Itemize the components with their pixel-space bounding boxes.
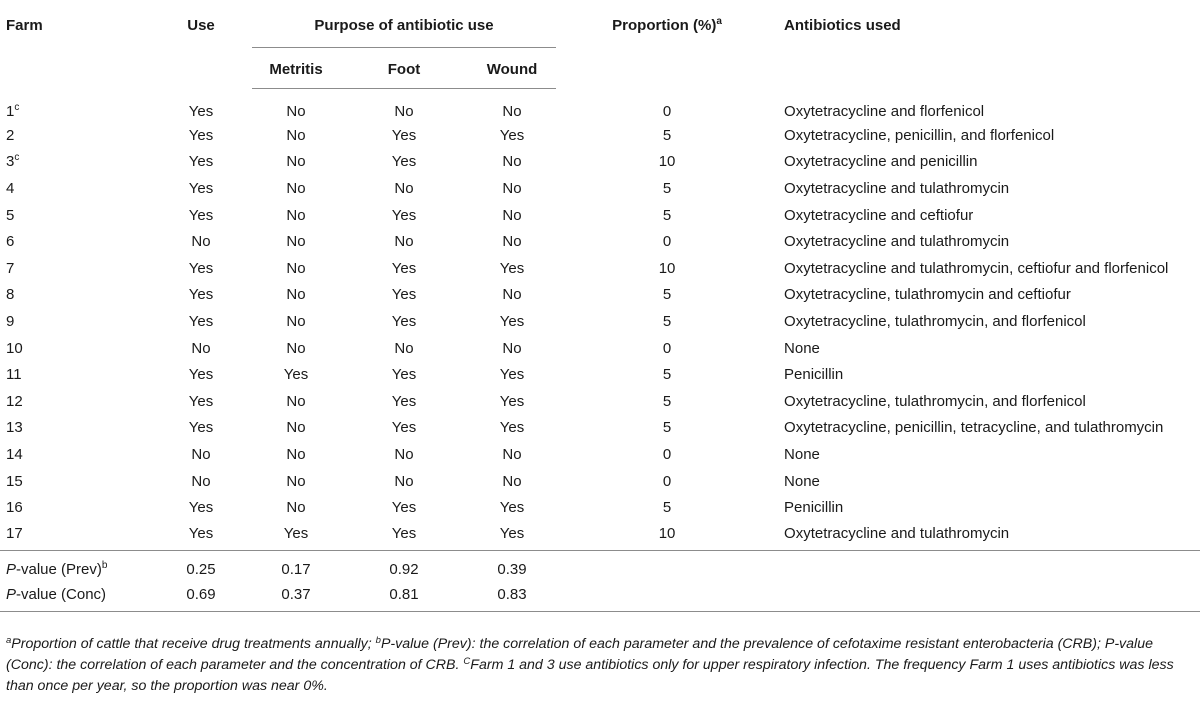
use-cell: Yes <box>188 206 214 224</box>
header-purpose: Purpose of antibiotic use <box>252 0 556 47</box>
header-antibiotics: Antibiotics used <box>784 17 901 34</box>
farm-footnote-sup: c <box>14 101 20 113</box>
antibiotics-cell: None <box>784 445 820 463</box>
header-metritis: Metritis <box>252 47 340 88</box>
farm-number: 15 <box>6 472 23 490</box>
farm-cell <box>0 335 150 362</box>
antibiotics-cell: Penicillin <box>784 366 844 384</box>
wound-cell: Yes <box>499 392 525 410</box>
farm-number: 6 <box>6 233 15 251</box>
table-body <box>0 88 1200 612</box>
farm-number: 16 <box>6 499 23 517</box>
proportion-cell: 0 <box>662 339 672 357</box>
farm-cell <box>0 468 150 495</box>
use-cell: No <box>191 445 211 463</box>
footnote-c-text: Farm 1 and 3 use antibiotics only for upper respiratory infection. The frequency Farm 1 uses antibiotics was less than once per year, so the proportion was near 0%. <box>6 657 1174 694</box>
foot-cell: Yes <box>340 521 468 551</box>
use-cell: Yes <box>188 102 214 120</box>
farm-cell <box>0 122 150 149</box>
farm-cell <box>0 88 150 122</box>
pvalue-foot-cell: 0.81 <box>340 582 468 612</box>
farm-cell <box>0 415 150 442</box>
pvalue-use-cell: 0.69 <box>150 582 252 612</box>
pvalue-wound-cell: 0.39 <box>497 560 527 578</box>
wound-cell: No <box>502 179 522 197</box>
metritis-cell: No <box>286 445 306 463</box>
antibiotics-cell: Oxytetracycline and tulathromycin <box>778 521 1200 551</box>
pvalue-label-cell <box>0 551 150 582</box>
pvalue-metritis-cell: 0.37 <box>252 582 340 612</box>
foot-cell: Yes <box>391 392 417 410</box>
use-cell: Yes <box>150 521 252 551</box>
antibiotics-cell: Oxytetracycline, tulathromycin and ceftiofur <box>784 286 1071 304</box>
pvalue-metritis-cell: 0.17 <box>281 560 311 578</box>
header-proportion-label: Proportion (%) <box>612 17 717 34</box>
foot-cell: No <box>394 102 414 120</box>
proportion-cell: 5 <box>662 499 672 517</box>
proportion-cell: 5 <box>662 419 672 437</box>
metritis-cell: No <box>286 312 306 330</box>
foot-cell: Yes <box>391 126 417 144</box>
farm-number: 12 <box>6 392 23 410</box>
antibiotics-cell: Oxytetracycline and florfenicol <box>784 102 985 120</box>
pvalue-empty-cell <box>556 551 778 582</box>
metritis-cell: No <box>286 286 306 304</box>
antibiotics-cell: Oxytetracycline and penicillin <box>784 153 978 171</box>
use-cell: Yes <box>188 392 214 410</box>
table-row <box>0 441 1200 468</box>
metritis-cell: No <box>286 233 306 251</box>
proportion-cell: 5 <box>662 179 672 197</box>
farm-cell <box>0 202 150 229</box>
pvalue-row <box>0 551 1200 582</box>
use-cell: Yes <box>188 419 214 437</box>
proportion-cell: 10 <box>556 521 778 551</box>
proportion-cell: 0 <box>662 472 672 490</box>
table-row <box>0 202 1200 229</box>
farm-cell <box>0 361 150 388</box>
wound-cell: No <box>502 472 522 490</box>
foot-cell: Yes <box>391 366 417 384</box>
proportion-cell: 5 <box>662 366 672 384</box>
proportion-cell: 5 <box>662 126 672 144</box>
farm-number: 5 <box>6 206 15 224</box>
proportion-cell: 0 <box>662 102 672 120</box>
table-row <box>0 282 1200 309</box>
pvalue-empty-cell <box>778 551 1200 582</box>
metritis-cell: No <box>286 419 306 437</box>
foot-cell: Yes <box>391 286 417 304</box>
pvalue-row <box>0 582 1200 612</box>
antibiotics-cell: Oxytetracycline and tulathromycin <box>784 179 1010 197</box>
pvalue-label-text: -value (Conc) <box>16 586 107 604</box>
antibiotics-cell: Penicillin <box>784 499 844 517</box>
foot-cell: No <box>394 179 414 197</box>
foot-cell: Yes <box>391 259 417 277</box>
use-cell: No <box>191 339 211 357</box>
wound-cell: Yes <box>468 521 556 551</box>
wound-cell: No <box>502 102 522 120</box>
foot-cell: No <box>394 445 414 463</box>
table-header <box>0 0 1200 88</box>
table-row <box>0 228 1200 255</box>
proportion-cell: 5 <box>662 392 672 410</box>
farm-number: 2 <box>6 126 15 144</box>
table-row <box>0 175 1200 202</box>
wound-cell: No <box>502 339 522 357</box>
use-cell: Yes <box>188 286 214 304</box>
antibiotics-cell: Oxytetracycline and tulathromycin, ceftiofur and florfenicol <box>784 259 1169 277</box>
antibiotics-cell: Oxytetracycline, tulathromycin, and florfenicol <box>784 312 1086 330</box>
farm-cell <box>0 521 150 551</box>
farm-number: 1 <box>6 102 15 120</box>
proportion-cell: 5 <box>662 312 672 330</box>
metritis-cell: No <box>286 153 306 171</box>
table-row <box>0 88 1200 122</box>
farm-cell <box>0 388 150 415</box>
table-row <box>0 388 1200 415</box>
farm-number: 3 <box>6 153 15 171</box>
header-farm: Farm <box>6 17 43 34</box>
farm-cell <box>0 255 150 282</box>
farm-number: 14 <box>6 445 23 463</box>
pvalue-label-italic: P <box>6 586 17 604</box>
pvalue-empty-cell <box>556 582 778 612</box>
use-cell: Yes <box>188 153 214 171</box>
footnote-b-text: P-value (Prev): the correlation of each parameter and the prevalence of cefotaxime resistant enterobacteria (CRB); P-value (Conc): the correlation of each parameter and the concentration of CRB. <box>6 636 1153 673</box>
antibiotics-cell: Oxytetracycline, tulathromycin, and florfenicol <box>784 392 1086 410</box>
table-row <box>0 122 1200 149</box>
metritis-cell: No <box>286 126 306 144</box>
farm-cell <box>0 441 150 468</box>
wound-cell: No <box>502 206 522 224</box>
header-foot: Foot <box>340 47 468 88</box>
wound-cell: Yes <box>499 126 525 144</box>
metritis-cell: No <box>286 206 306 224</box>
pvalue-wound-cell: 0.83 <box>468 582 556 612</box>
farm-number: 8 <box>6 286 15 304</box>
farm-number: 17 <box>6 524 23 542</box>
wound-cell: Yes <box>499 259 525 277</box>
pvalue-use-cell: 0.25 <box>186 560 216 578</box>
pvalue-label-text: -value (Prev) <box>16 560 102 578</box>
use-cell: Yes <box>188 179 214 197</box>
footnote-c-sup: C <box>463 656 471 667</box>
proportion-cell: 5 <box>662 206 672 224</box>
metritis-cell: No <box>286 339 306 357</box>
farm-number: 9 <box>6 312 15 330</box>
table-row <box>0 255 1200 282</box>
farm-number: 7 <box>6 259 15 277</box>
use-cell: No <box>191 472 211 490</box>
antibiotics-cell: Oxytetracycline, penicillin, tetracycline, and tulathromycin <box>784 419 1164 437</box>
foot-cell: Yes <box>391 153 417 171</box>
farm-number: 4 <box>6 179 15 197</box>
wound-cell: No <box>502 153 522 171</box>
antibiotics-cell: Oxytetracycline and tulathromycin <box>784 233 1010 251</box>
metritis-cell: No <box>286 259 306 277</box>
use-cell: Yes <box>188 259 214 277</box>
farm-cell <box>0 282 150 309</box>
proportion-cell: 10 <box>658 153 676 171</box>
foot-cell: Yes <box>391 499 417 517</box>
metritis-cell: Yes <box>283 366 309 384</box>
table-row <box>0 415 1200 442</box>
farm-number: 10 <box>6 339 23 357</box>
foot-cell: Yes <box>391 312 417 330</box>
metritis-cell: No <box>286 499 306 517</box>
proportion-cell: 0 <box>662 445 672 463</box>
wound-cell: No <box>502 286 522 304</box>
pvalue-label-sup: b <box>101 559 108 571</box>
antibiotics-cell: None <box>784 472 820 490</box>
farm-number: 13 <box>6 419 23 437</box>
wound-cell: Yes <box>499 312 525 330</box>
pvalue-label-italic: P <box>6 560 17 578</box>
metritis-cell: No <box>286 392 306 410</box>
header-wound: Wound <box>468 47 556 88</box>
wound-cell: Yes <box>499 366 525 384</box>
header-proportion-sup: a <box>716 16 722 27</box>
farm-number: 11 <box>6 366 22 384</box>
proportion-cell: 5 <box>662 286 672 304</box>
pvalue-foot-cell: 0.92 <box>389 560 419 578</box>
use-cell: Yes <box>188 366 214 384</box>
proportion-cell: 10 <box>658 259 676 277</box>
antibiotics-cell: Oxytetracycline, penicillin, and florfenicol <box>784 126 1055 144</box>
table-row <box>0 521 1200 551</box>
farm-cell <box>0 228 150 255</box>
farm-cell <box>0 308 150 335</box>
metritis-cell: No <box>286 179 306 197</box>
pvalue-label-cell <box>0 582 150 612</box>
use-cell: Yes <box>188 126 214 144</box>
use-cell: Yes <box>188 312 214 330</box>
table-row <box>0 494 1200 521</box>
wound-cell: No <box>502 233 522 251</box>
pvalue-empty-cell <box>778 582 1200 612</box>
foot-cell: No <box>394 472 414 490</box>
metritis-cell: Yes <box>252 521 340 551</box>
use-cell: Yes <box>188 499 214 517</box>
footnote-b-sup: b <box>375 635 381 646</box>
table-row <box>0 468 1200 495</box>
table-row <box>0 149 1200 176</box>
table-footnote <box>6 634 1196 697</box>
table-row <box>0 308 1200 335</box>
use-cell: No <box>191 233 211 251</box>
foot-cell: No <box>394 233 414 251</box>
metritis-cell: No <box>286 472 306 490</box>
header-proportion <box>556 0 778 88</box>
foot-cell: Yes <box>391 419 417 437</box>
wound-cell: No <box>502 445 522 463</box>
footnote-a-sup: a <box>6 635 12 646</box>
wound-cell: Yes <box>499 419 525 437</box>
proportion-cell: 0 <box>662 233 672 251</box>
foot-cell: Yes <box>391 206 417 224</box>
farm-cell <box>0 149 150 176</box>
farm-cell <box>0 175 150 202</box>
metritis-cell: No <box>286 102 306 120</box>
table-row <box>0 361 1200 388</box>
foot-cell: No <box>394 339 414 357</box>
table-row <box>0 335 1200 362</box>
footnote-a-text: Proportion of cattle that receive drug treatments annually; <box>11 636 376 652</box>
antibiotics-cell: None <box>784 339 820 357</box>
farm-footnote-sup: c <box>14 152 20 164</box>
antibiotics-cell: Oxytetracycline and ceftiofur <box>784 206 974 224</box>
header-use: Use <box>187 17 215 34</box>
farm-cell <box>0 494 150 521</box>
wound-cell: Yes <box>499 499 525 517</box>
